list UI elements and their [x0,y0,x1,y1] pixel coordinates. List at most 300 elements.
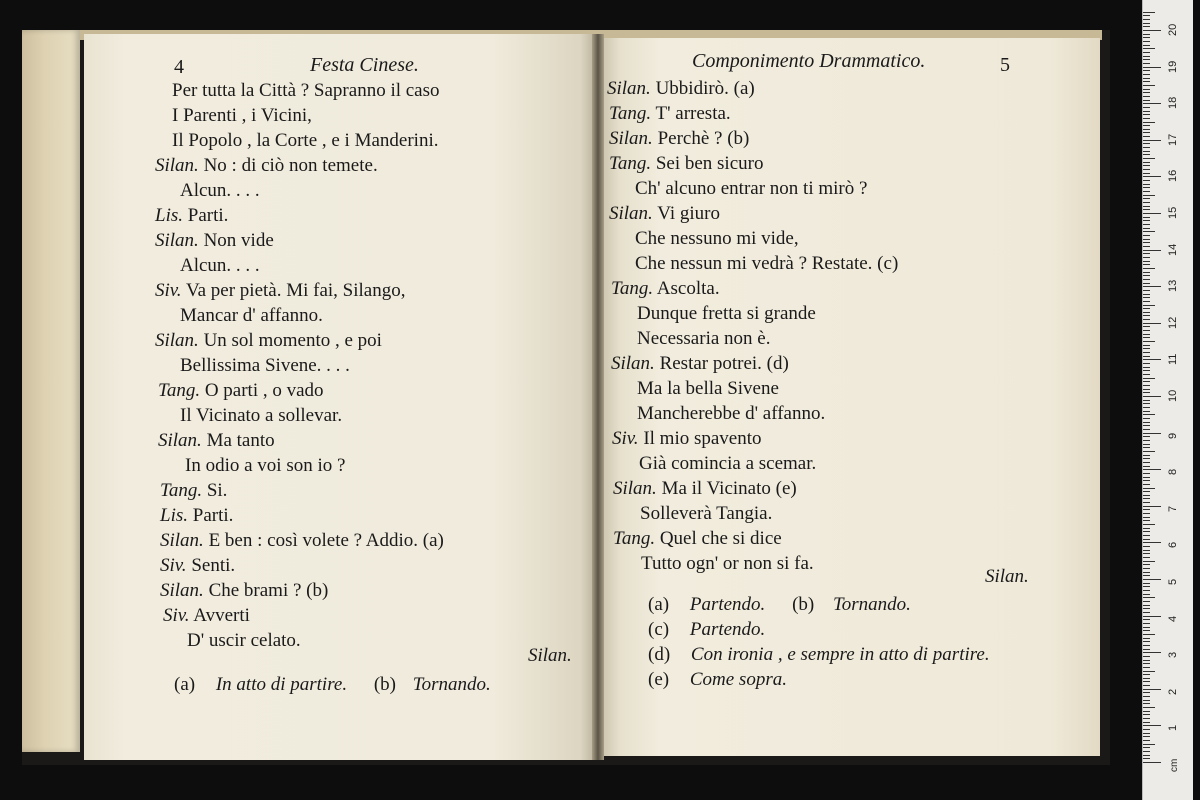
ruler-tick [1143,228,1150,229]
ruler-tick [1143,180,1150,181]
ruler-tick [1143,557,1150,558]
ruler-tick [1143,74,1150,75]
speaker-name: Tang. [611,278,654,299]
right-note-d-text: Con ironia , e sempre in atto di partire. [690,644,990,665]
ruler-tick [1143,755,1150,756]
ruler-tick [1143,517,1150,518]
line-text: No : di ciò non temete. [203,155,378,176]
ruler-tick [1143,326,1150,327]
ruler-number: 2 [1167,688,1179,695]
ruler-tick [1143,151,1150,152]
ruler-tick [1143,12,1155,13]
ruler-tick [1143,323,1161,324]
ruler-tick [1143,440,1150,441]
left-page-line [163,605,250,627]
ruler-tick [1143,411,1150,412]
line-text: Ubbidirò. (a) [655,78,755,99]
line-text: T' arresta. [655,103,731,124]
ruler-tick [1143,572,1150,573]
ruler-tick [1143,656,1150,657]
ruler-tick [1143,586,1150,587]
ruler-tick [1143,641,1150,642]
right-note-a-text: Partendo. [689,594,766,615]
ruler-tick [1143,707,1155,708]
ruler-tick [1143,111,1150,112]
ruler-tick [1143,495,1150,496]
ruler-tick [1143,283,1150,284]
speaker-name: Silan. [613,478,657,499]
ruler-tick [1143,261,1150,262]
line-text: Non vide [203,230,274,251]
left-note-a-text: In atto di partire. [215,674,348,695]
ruler-tick [1143,722,1150,723]
ruler-tick [1143,78,1150,79]
right-page-line [641,553,814,575]
ruler-tick [1143,169,1150,170]
left-page-line [155,230,274,252]
ruler-tick [1143,297,1150,298]
ruler-tick [1143,41,1150,42]
ruler-tick [1143,381,1150,382]
ruler-tick [1143,718,1150,719]
ruler-tick [1143,257,1150,258]
ruler-tick [1143,334,1150,335]
ruler-tick [1143,56,1150,57]
ruler-tick [1143,480,1150,481]
ruler-tick [1143,341,1155,342]
ruler-tick [1143,136,1150,137]
ruler-tick [1143,660,1150,661]
ruler-tick [1143,92,1150,93]
ruler-tick [1143,561,1155,562]
ruler-number: 9 [1167,432,1179,439]
line-text: Dunque fretta si grande [637,303,816,324]
ruler-tick [1143,246,1150,247]
line-text: Senti. [191,555,236,576]
ruler-number: 8 [1167,469,1179,476]
right-page-line [637,328,770,350]
ruler-tick [1143,744,1155,745]
ruler-tick [1143,52,1150,53]
right-page-line [609,153,763,175]
ruler-tick [1143,451,1155,452]
ruler-tick [1143,26,1150,27]
right-page-line [637,303,816,325]
ruler-tick [1143,15,1150,16]
speaker-name: Siv. [160,555,187,576]
ruler-number: 5 [1167,578,1179,585]
ruler-tick [1143,502,1150,503]
speaker-name: Lis. [155,205,183,226]
right-page-line [607,78,755,100]
line-text: Un sol momento , e poi [203,330,382,351]
left-page-line [160,555,235,577]
ruler-tick [1143,733,1150,734]
left-page-line [158,430,275,452]
left-page-line [187,630,301,652]
ruler-tick [1143,242,1150,243]
ruler-tick [1143,389,1150,390]
ruler-tick [1143,34,1150,35]
speaker-name: Tang. [158,380,201,401]
line-text: Il Vicinato a sollevar. [180,405,343,426]
ruler-number: 1 [1167,725,1179,732]
ruler-tick [1143,154,1150,155]
right-note-c [648,619,765,641]
ruler-tick [1143,546,1150,547]
ruler-tick [1143,70,1150,71]
ruler-tick [1143,275,1150,276]
ruler-tick [1143,363,1150,364]
ruler-number: 19 [1167,60,1179,73]
line-text: Ma tanto [206,430,275,451]
line-text: Mancar d' affanno. [180,305,323,326]
ruler-tick [1143,689,1161,690]
ruler-tick [1143,696,1150,697]
ruler-tick [1143,583,1150,584]
ruler-tick [1143,81,1150,82]
ruler-tick [1143,447,1150,448]
ruler-tick [1143,627,1150,628]
ruler-number: 6 [1167,542,1179,549]
ruler-tick [1143,685,1150,686]
ruler-tick [1143,239,1150,240]
ruler-tick [1143,337,1150,338]
ruler-tick [1143,652,1161,653]
ruler-tick [1143,550,1150,551]
line-text: Ch' alcuno entrar non ti mirò ? [635,178,868,199]
speaker-name: Silan. [607,78,651,99]
speaker-name: Siv. [155,280,182,301]
ruler-tick [1143,220,1150,221]
speaker-name: Silan. [160,530,204,551]
line-text: Parti. [192,505,234,526]
right-note-b-mark: (b) [792,594,815,615]
line-text: Parti. [187,205,229,226]
left-page-line [155,330,382,352]
right-page-line [611,353,789,375]
right-page-line [637,378,779,400]
ruler-tick [1143,23,1150,24]
ruler-tick [1143,513,1150,514]
right-note-c-text: Partendo. [689,619,766,640]
ruler-tick [1143,319,1150,320]
left-page-line [160,480,227,502]
line-text: Va per pietà. Mi fai, Silango, [185,280,406,301]
speaker-name: Silan. [155,330,199,351]
ruler-tick [1143,681,1150,682]
line-text: Necessaria non è. [637,328,771,349]
measuring-ruler [1142,0,1193,800]
ruler-tick [1143,528,1150,529]
ruler-tick [1143,462,1150,463]
line-text: Avverti [193,605,250,626]
left-page-line [185,455,345,477]
line-text: Che nessun mi vedrà ? Restate. (c) [635,253,899,274]
ruler-tick [1143,747,1150,748]
ruler-tick [1143,425,1150,426]
ruler-tick [1143,370,1150,371]
ruler-number: 4 [1167,615,1179,622]
ruler-tick [1143,700,1150,701]
ruler-tick [1143,484,1150,485]
left-page-line [155,205,228,227]
ruler-tick [1143,312,1150,313]
ruler-tick [1143,678,1150,679]
ruler-tick [1143,531,1150,532]
ruler-tick [1143,601,1150,602]
ruler-number: 10 [1167,389,1179,402]
line-text: O parti , o vado [204,380,324,401]
ruler-tick [1143,367,1150,368]
ruler-tick [1143,132,1150,133]
right-page-line [613,528,782,550]
ruler-number: 11 [1167,353,1179,366]
ruler-number: 20 [1167,23,1179,36]
ruler-number: 18 [1167,96,1179,110]
right-catchword: Silan. [985,566,1029,587]
ruler-tick [1143,418,1150,419]
ruler-tick [1143,597,1155,598]
ruler-tick [1143,253,1150,254]
line-text: Solleverà Tangia. [640,503,773,524]
ruler-tick [1143,184,1150,185]
ruler-tick [1143,176,1161,177]
ruler-tick [1143,356,1150,357]
ruler-tick [1143,634,1155,635]
speaker-name: Silan. [609,203,653,224]
ruler-tick [1143,623,1150,624]
ruler-tick [1143,19,1150,20]
ruler-tick [1143,301,1150,302]
line-text: Si. [206,480,228,501]
line-text: Il mio spavento [643,428,762,449]
ruler-tick [1143,535,1150,536]
ruler-tick [1143,509,1150,510]
ruler-tick [1143,612,1150,613]
ruler-tick [1143,118,1150,119]
line-text: Bellissima Sivene. . . . [180,355,350,376]
ruler-tick [1143,100,1150,101]
ruler-tick [1143,30,1161,31]
ruler-tick [1143,45,1150,46]
left-page-line [155,280,406,302]
ruler-tick [1143,740,1150,741]
left-catchword: Silan. [528,645,572,666]
ruler-tick [1143,407,1150,408]
line-text: Ma la bella Sivene [637,378,779,399]
line-text: Ma il Vicinato (e) [661,478,797,499]
ruler-tick [1143,553,1150,554]
ruler-tick [1143,674,1150,675]
speaker-name: Silan. [155,230,199,251]
right-page-line [635,178,867,200]
ruler-tick [1143,67,1161,68]
ruler-tick [1143,392,1150,393]
ruler-number: 15 [1167,206,1179,219]
ruler-number: 17 [1167,133,1179,146]
line-text: D' uscir celato. [187,630,301,651]
ruler-tick [1143,594,1150,595]
ruler-tick [1143,714,1150,715]
ruler-tick [1143,63,1150,64]
right-page-line [639,453,816,475]
ruler-tick [1143,711,1150,712]
ruler-tick [1143,224,1150,225]
ruler-tick [1143,96,1150,97]
line-text: Vi giuro [657,203,720,224]
ruler-tick [1143,187,1150,188]
ruler-number: 16 [1167,170,1179,183]
line-text: Che brami ? (b) [208,580,329,601]
line-text: Perchè ? (b) [657,128,750,149]
left-page-line [180,255,260,277]
ruler-tick [1143,539,1150,540]
ruler-tick [1143,444,1150,445]
left-page-line [155,155,378,177]
speaker-name: Tang. [609,103,652,124]
ruler-tick [1143,37,1150,38]
ruler-tick [1143,191,1150,192]
ruler-tick [1143,568,1150,569]
ruler-unit: cm [1169,758,1180,772]
ruler-tick [1143,330,1150,331]
ruler-tick [1143,147,1150,148]
left-page-line [160,530,444,552]
left-page-line [180,355,350,377]
ruler-tick [1143,250,1161,251]
ruler-tick [1143,345,1150,346]
ruler-tick [1143,165,1150,166]
ruler-tick [1143,520,1150,521]
left-page-line [172,80,440,102]
ruler-number: 14 [1167,243,1179,256]
ruler-tick [1143,663,1150,664]
ruler-tick [1143,473,1150,474]
ruler-tick [1143,235,1150,236]
ruler-tick [1143,590,1150,591]
line-text: E ben : così volete ? Addio. (a) [208,530,444,551]
right-page-line [637,403,825,425]
ruler-tick [1143,608,1150,609]
ruler-tick [1143,725,1161,726]
line-text: Ascolta. [656,278,720,299]
ruler-tick [1143,195,1155,196]
speaker-name: Tang. [613,528,656,549]
ruler-tick [1143,455,1150,456]
right-page-line [609,128,749,150]
right-page-line [635,228,799,250]
right-page-line [609,203,720,225]
ruler-tick [1143,458,1150,459]
line-text: Mancherebbe d' affanno. [637,403,826,424]
speaker-name: Tang. [160,480,203,501]
line-text: I Parenti , i Vicini, [172,105,312,126]
ruler-tick [1143,400,1150,401]
ruler-tick [1143,396,1161,397]
left-page-line [160,580,328,602]
left-page-number: 4 [174,56,184,78]
ruler-tick [1143,645,1150,646]
ruler-tick [1143,729,1150,730]
line-text: Sei ben sicuro [655,153,764,174]
left-note-a-mark: (a) [174,674,196,695]
ruler-tick [1143,48,1155,49]
ruler-tick [1143,140,1161,141]
line-text: Che nessuno mi vide, [635,228,799,249]
line-text: In odio a voi son io ? [185,455,346,476]
ruler-tick [1143,173,1150,174]
right-running-head: Componimento Drammatico. [692,50,926,72]
ruler-tick [1143,436,1150,437]
ruler-tick [1143,286,1161,287]
line-text: Restar potrei. (d) [659,353,789,374]
right-note-c-mark: (c) [648,619,670,640]
ruler-tick [1143,491,1150,492]
speaker-name: Siv. [612,428,639,449]
ruler-tick [1143,649,1150,650]
right-page-line [635,253,898,275]
ruler-tick [1143,466,1150,467]
speaker-name: Lis. [160,505,188,526]
speaker-name: Silan. [160,580,204,601]
ruler-tick [1143,143,1150,144]
line-text: Il Popolo , la Corte , e i Manderini. [172,130,439,151]
ruler-tick [1143,294,1150,295]
ruler-tick [1143,202,1150,203]
ruler-tick [1143,290,1150,291]
right-page-line [609,103,731,125]
line-text: Alcun. . . . [180,180,260,201]
line-text: Già comincia a scemar. [639,453,817,474]
right-page-line [613,478,797,500]
ruler-tick [1143,488,1155,489]
left-page-line [180,405,342,427]
left-page-line [180,305,323,327]
ruler-tick [1143,506,1161,507]
ruler-tick [1143,616,1161,617]
ruler-tick [1143,524,1155,525]
line-text: Alcun. . . . [180,255,260,276]
ruler-tick [1143,667,1150,668]
ruler-tick [1143,498,1150,499]
ruler-tick [1143,477,1150,478]
left-page-line [172,130,438,152]
ruler-tick [1143,403,1150,404]
ruler-tick [1143,374,1150,375]
ruler-tick [1143,206,1150,207]
line-text: Per tutta la Città ? Sapranno il caso [172,80,440,101]
ruler-tick [1143,158,1155,159]
ruler-tick [1143,352,1150,353]
left-page-line [180,180,260,202]
ruler-tick [1143,85,1155,86]
ruler-tick [1143,213,1161,214]
ruler-tick [1143,348,1150,349]
right-page-line [640,503,772,525]
right-page-line [612,428,762,450]
right-note-e-mark: (e) [648,669,670,690]
ruler-tick [1143,762,1161,763]
ruler-tick [1143,264,1150,265]
ruler-tick [1143,198,1150,199]
ruler-tick [1143,122,1155,123]
right-note-e-text: Come sopra. [689,669,787,690]
ruler-tick [1143,107,1150,108]
ruler-tick [1143,575,1150,576]
ruler-tick [1143,125,1150,126]
book-cover-edge-left [22,30,80,752]
